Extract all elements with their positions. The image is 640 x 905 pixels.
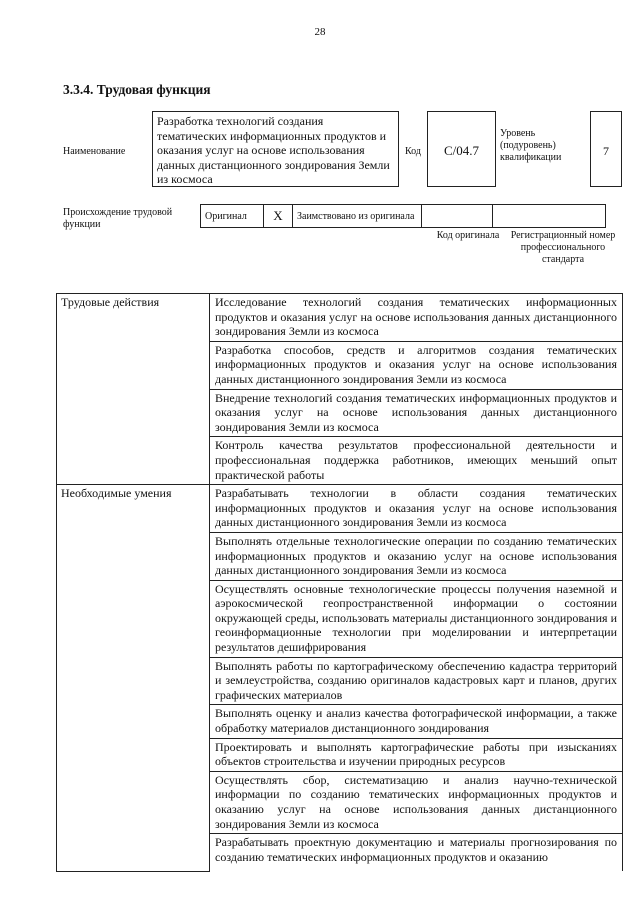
table-cell: Выполнять оценку и анализ качества фотографической информации, а также обработку материалов дистанционного зондирования — [210, 705, 623, 738]
section-title: 3.3.4. Трудовая функция — [63, 82, 211, 97]
original-cell: Оригинал — [201, 205, 264, 228]
table-cell: Выполнять работы по картографическому обеспечению кадастра территорий и землеустройства, созданию оригиналов кадастровых карт и планов, других графических материалов — [210, 657, 623, 705]
table-row — [57, 294, 623, 342]
table-cell: Осуществлять основные технологические процессы получения наземной и аэрокосмической геопространственной информации о состоянии окружающей среды, использовать материалы дистанционного зондирования и геоинформационные технологии при моделировании и интерпретации результатов дешифрирования — [210, 580, 623, 657]
reg-number-cell — [493, 205, 606, 228]
level-value-box: 7 — [590, 111, 622, 187]
table-cell: Разработка способов, средств и алгоритмов создания тематических информационных продуктов и оказания услуг на основе использования данных дистанционного зондирования Земли из космоса — [210, 341, 623, 389]
code-value-box: С/04.7 — [427, 111, 496, 187]
category-labor-actions: Трудовые действия — [57, 294, 210, 485]
level-label: Уровень (подуровень) квалификации — [500, 128, 562, 163]
category-required-skills: Необходимые умения — [57, 485, 210, 872]
table-cell: Внедрение технологий создания тематических информационных продуктов и оказания услуг на основе использования данных дистанционного зондирования Земли из космоса — [210, 389, 623, 437]
code-original-caption: Код оригинала — [436, 230, 500, 241]
code-original-cell — [422, 205, 493, 228]
function-name-box: Разработка технологий создания тематических информационных продуктов и оказания услуг на основе использования данных дистанционного зондирования Земли из космоса — [152, 111, 399, 187]
table-cell: Осуществлять сбор, систематизацию и анализ научно-технической информации по созданию тематических информационных продуктов и оказанию услуг на основе использования данных дистанционного зондирования Земли из космоса — [210, 771, 623, 833]
table-cell: Разрабатывать технологии в области создания тематических информационных продуктов и оказания услуг на основе использования данных дистанционного зондирования Земли из космоса — [210, 485, 623, 533]
reg-number-caption: Регистрационный номер профессионального стандарта — [510, 230, 616, 265]
table-cell: Контроль качества результатов профессиональной деятельности и профессиональная поддержка работников, имеющих меньший опыт практической работы — [210, 437, 623, 485]
name-label: Наименование — [63, 146, 126, 157]
origin-table — [200, 204, 606, 228]
table-cell: Исследование технологий создания тематических информационных продуктов и оказания услуг на основе использования данных дистанционного зондирования Земли из космоса — [210, 294, 623, 342]
original-mark: Х — [264, 205, 293, 228]
table-cell: Выполнять отдельные технологические операции по созданию тематических информационных продуктов и оказанию услуг на основе использования данных дистанционного зондирования Земли из космоса — [210, 532, 623, 580]
table-cell: Проектировать и выполнять картографические работы при изысканиях объектов строительства и изучении природных ресурсов — [210, 738, 623, 771]
code-label: Код — [405, 146, 421, 157]
borrowed-cell: Заимствовано из оригинала — [293, 205, 422, 228]
origin-label: Происхождение трудовой функции — [63, 207, 173, 230]
table-cell-truncated: Разрабатывать проектную документацию и материалы прогнозирования по созданию тематических информационных продуктов и оказанию — [210, 834, 623, 872]
function-details-table — [56, 293, 623, 872]
table-row — [57, 485, 623, 533]
page-number: 28 — [314, 26, 326, 38]
